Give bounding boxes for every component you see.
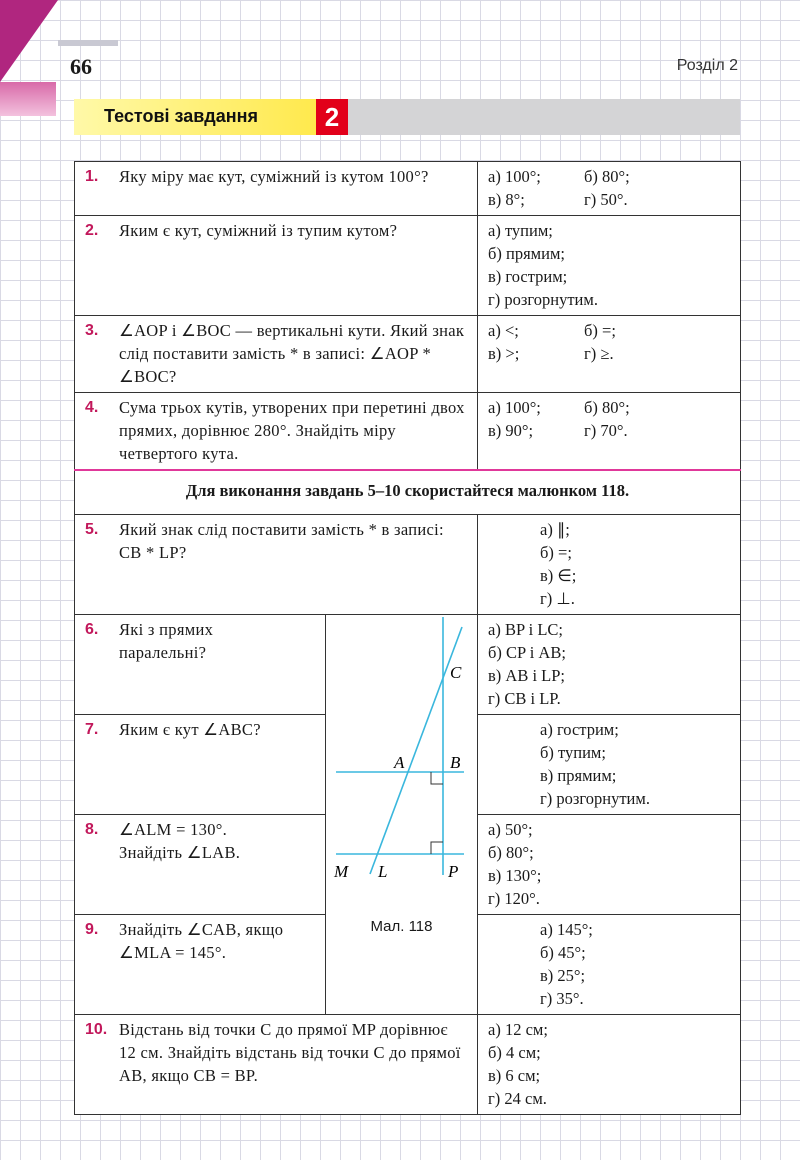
answer-c: в) гострим; bbox=[488, 267, 568, 286]
task-text: Яким є кут ∠ABC? bbox=[119, 719, 261, 739]
answer-d: г) розгорнутим. bbox=[540, 788, 650, 808]
task-number: 7. bbox=[85, 720, 99, 738]
table-row bbox=[75, 216, 741, 316]
answer-a: а) тупим; bbox=[488, 221, 553, 240]
table-row bbox=[75, 614, 741, 714]
answer-a: а) 100°; bbox=[488, 398, 541, 417]
answer-d: г) 120°. bbox=[488, 888, 540, 908]
corner-decoration-lower bbox=[0, 82, 56, 116]
answer-b: б) 45°; bbox=[540, 942, 586, 962]
answer-b: б) =; bbox=[584, 321, 616, 340]
table-row bbox=[75, 1014, 741, 1114]
answer-c: в) 6 см; bbox=[488, 1065, 541, 1085]
right-angle-mark-b bbox=[431, 772, 443, 784]
task-text: Відстань від точки C до прямої MP дорівнює 12 см. Знайдіть відстань від точки C до прямої AB, якщо CB = BP. bbox=[119, 1019, 461, 1085]
task-text: ∠ALM = 130°. Знайдіть ∠LAB. bbox=[119, 819, 241, 862]
section-label: Розділ 2 bbox=[676, 57, 738, 74]
answer-d: г) 35°. bbox=[540, 988, 584, 1008]
answer-a: а) <; bbox=[488, 321, 519, 340]
answer-a: а) 12 см; bbox=[488, 1019, 548, 1039]
answer-c: в) 130°; bbox=[488, 865, 542, 885]
table-row bbox=[75, 393, 741, 471]
figure-caption: Мал. 118 bbox=[370, 917, 433, 935]
task-number: 4. bbox=[85, 399, 99, 416]
answer-c: в) 90°; bbox=[488, 421, 534, 440]
task-number: 10. bbox=[85, 1020, 108, 1038]
right-angle-mark-p bbox=[431, 842, 443, 854]
label-m: M bbox=[334, 861, 349, 881]
answer-c: в) ∈; bbox=[540, 565, 577, 585]
task-number: 6. bbox=[85, 620, 99, 638]
corner-decoration bbox=[0, 0, 58, 82]
answer-d: г) 50°. bbox=[584, 190, 628, 209]
answer-d: г) ⊥. bbox=[540, 588, 575, 608]
answer-b: б) 80°; bbox=[584, 398, 630, 417]
answer-a: а) гострим; bbox=[540, 719, 619, 739]
answer-a: а) 50°; bbox=[488, 819, 533, 839]
task-number: 8. bbox=[85, 820, 99, 838]
answer-d: г) розгорнутим. bbox=[488, 290, 598, 309]
task-text: ∠AOP і ∠BOC — вертикальні кути. Який знак слід поставити замість * в записі: ∠AOP * ∠BOC? bbox=[119, 321, 465, 386]
answer-d: г) ≥. bbox=[584, 344, 614, 363]
test-table bbox=[74, 161, 741, 1115]
answer-b: б) =; bbox=[540, 542, 572, 562]
label-b: B bbox=[450, 752, 461, 772]
answer-b: б) CP і AB; bbox=[488, 642, 566, 662]
banner-title: Тестові завдання bbox=[104, 106, 258, 126]
task-number: 3. bbox=[85, 322, 99, 339]
label-c: C bbox=[450, 662, 462, 682]
banner-number: 2 bbox=[316, 99, 348, 135]
answer-a: а) 100°; bbox=[488, 167, 541, 186]
answer-b: б) 80°; bbox=[584, 167, 630, 186]
figure-drawing bbox=[326, 615, 478, 1005]
answer-c: в) 25°; bbox=[540, 965, 586, 985]
answer-b: б) 80°; bbox=[488, 842, 534, 862]
table-row bbox=[75, 514, 741, 614]
answer-c: в) AB і LP; bbox=[488, 665, 566, 685]
task-number: 9. bbox=[85, 920, 99, 938]
instruction-note: Для виконання завдань 5–10 скористайтеся малюнком 118. bbox=[75, 470, 741, 514]
task-text: Які з прямих паралельні? bbox=[119, 619, 214, 662]
answer-d: г) CB і LP. bbox=[488, 688, 561, 708]
task-text: Який знак слід поставити замість * в записі: CB * LP? bbox=[119, 519, 444, 562]
task-number: 1. bbox=[85, 168, 99, 185]
answer-c: в) 8°; bbox=[488, 190, 525, 209]
label-p: P bbox=[448, 861, 459, 881]
answer-a: а) BP і LC; bbox=[488, 619, 564, 639]
page-number: 66 bbox=[70, 54, 92, 79]
table-row bbox=[75, 162, 741, 216]
answer-b: б) тупим; bbox=[540, 742, 606, 762]
table-row bbox=[75, 470, 741, 514]
answer-d: г) 70°. bbox=[584, 421, 628, 440]
line-lc bbox=[370, 627, 462, 874]
table-row bbox=[75, 316, 741, 393]
label-a: A bbox=[394, 752, 405, 772]
label-l: L bbox=[378, 861, 388, 881]
answer-c: в) прямим; bbox=[540, 765, 617, 785]
figure-118 bbox=[326, 614, 478, 1014]
answer-d: г) 24 см. bbox=[488, 1088, 547, 1108]
task-number: 5. bbox=[85, 520, 99, 538]
task-text: Знайдіть ∠CAB, якщо ∠MLA = 145°. bbox=[119, 919, 284, 962]
answer-b: б) 4 см; bbox=[488, 1042, 541, 1062]
answer-a: а) ∥; bbox=[540, 519, 570, 539]
task-text: Яким є кут, суміжний із тупим кутом? bbox=[119, 221, 398, 240]
answer-a: а) 145°; bbox=[540, 919, 593, 939]
task-text: Сума трьох кутів, утворених при перетині двох прямих, дорівнює 280°. Знайдіть міру четвертого кута. bbox=[119, 398, 465, 463]
answer-b: б) прямим; bbox=[488, 244, 565, 263]
answer-c: в) >; bbox=[488, 344, 520, 363]
task-number: 2. bbox=[85, 222, 99, 239]
header-rule bbox=[58, 40, 118, 46]
task-text: Яку міру має кут, суміжний із кутом 100°? bbox=[119, 167, 429, 186]
